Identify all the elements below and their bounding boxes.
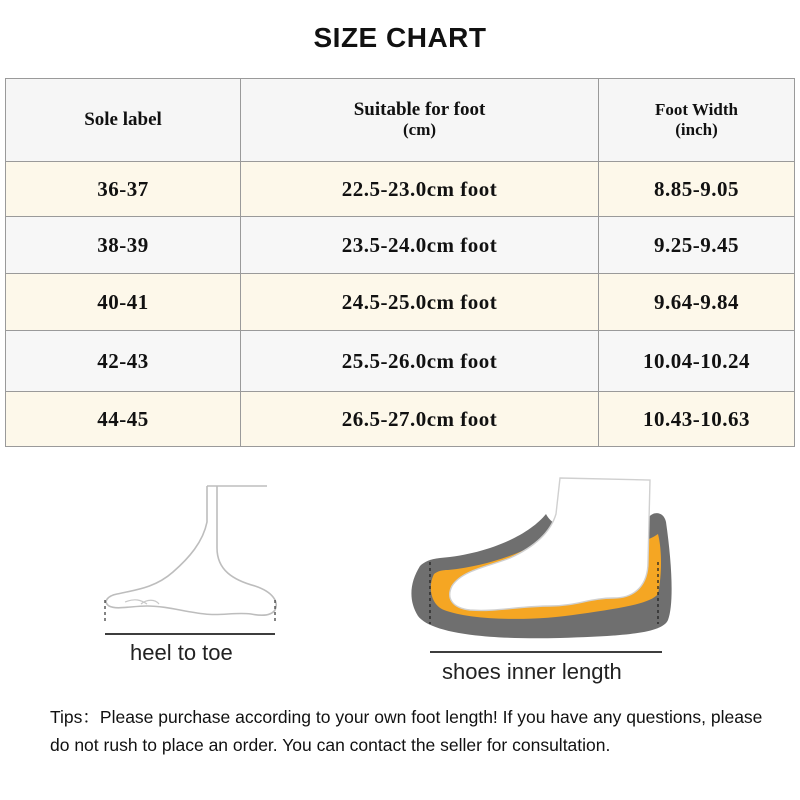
cell-sole: 36-37 — [6, 162, 241, 217]
cell-foot: 22.5-23.0cm foot — [241, 162, 599, 217]
header-foot-width — [599, 79, 795, 162]
table-row — [6, 217, 795, 274]
page-title: SIZE CHART — [313, 22, 487, 53]
cell-foot: 23.5-24.0cm foot — [241, 217, 599, 274]
foot-illustration — [95, 478, 295, 638]
cell-foot: 24.5-25.0cm foot — [241, 274, 599, 331]
shoe-illustration — [400, 474, 690, 664]
cell-sole: 38-39 — [6, 217, 241, 274]
cell-sole: 40-41 — [6, 274, 241, 331]
cell-width: 10.04-10.24 — [599, 331, 795, 392]
cell-foot: 25.5-26.0cm foot — [241, 331, 599, 392]
cell-sole: 44-45 — [6, 392, 241, 447]
table-row — [6, 162, 795, 217]
table-header-row — [6, 79, 795, 162]
cell-width: 9.64-9.84 — [599, 274, 795, 331]
header-foot-width-main: Foot Width — [655, 100, 738, 119]
cell-width: 10.43-10.63 — [599, 392, 795, 447]
foot-outline — [106, 486, 276, 615]
header-foot-length-unit: (cm) — [402, 120, 437, 139]
cell-foot: 26.5-27.0cm foot — [241, 392, 599, 447]
foot-in-shoe — [450, 478, 650, 610]
tips-text: Tips：Please purchase according to your own foot length! If you have any questions, please do not rush to place an order. You can contact the seller for consultation. — [50, 707, 763, 755]
foot-measure-label: heel to toe — [130, 640, 233, 665]
table-row — [6, 392, 795, 447]
header-foot-length-main: Suitable for foot — [353, 99, 486, 120]
header-foot-width-unit: (inch) — [675, 120, 718, 139]
header-sole-label: Sole label — [6, 79, 241, 162]
header-foot-length — [241, 79, 599, 162]
table-row — [6, 274, 795, 331]
cell-width: 9.25-9.45 — [599, 217, 795, 274]
table-row — [6, 331, 795, 392]
cell-sole: 42-43 — [6, 331, 241, 392]
cell-width: 8.85-9.05 — [599, 162, 795, 217]
shoe-measure-label: shoes inner length — [442, 659, 622, 684]
size-table — [5, 78, 795, 447]
